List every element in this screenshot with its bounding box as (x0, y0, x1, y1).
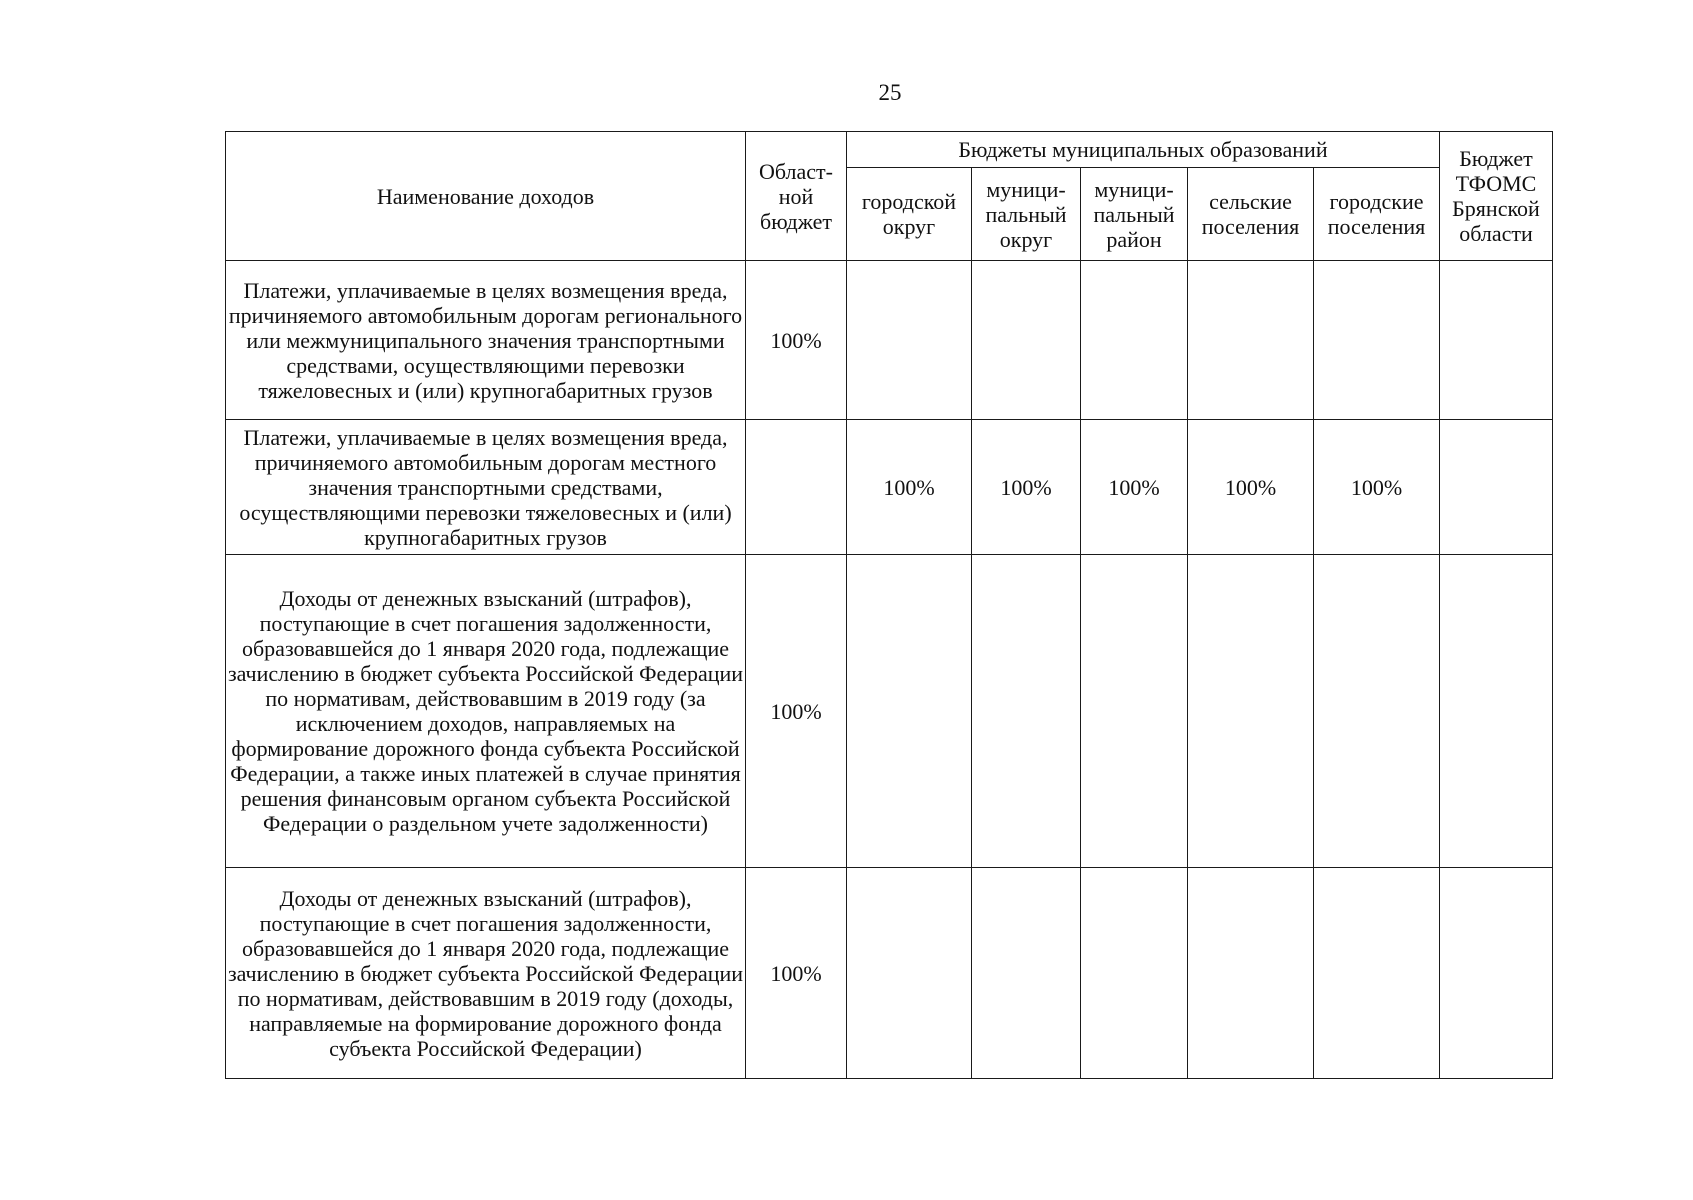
urban-settlements-cell (1314, 261, 1440, 420)
urban-settlements-cell (1314, 868, 1440, 1079)
municipal-okrug-cell (972, 868, 1081, 1079)
income-distribution-table (225, 131, 1553, 1079)
tfoms-budget-cell (1440, 261, 1553, 420)
income-name-cell: Доходы от денежных взысканий (штрафов), поступающие в счет погашения задолженности, образовавшейся до 1 января 2020 года, подлежащие зачислению в бюджет субъекта Российской Федерации по нормативам, действовавшим в 2019 году (доходы, направляемые на формирование дорожного фонда субъекта Российской Федерации) (226, 868, 746, 1079)
urban-settlements-cell: 100% (1314, 420, 1440, 555)
city-district-cell: 100% (847, 420, 972, 555)
table-row (226, 261, 1553, 420)
table-row (226, 555, 1553, 868)
header-income-name: Наименование доходов (226, 132, 746, 261)
municipal-okrug-cell: 100% (972, 420, 1081, 555)
regional-budget-cell: 100% (746, 261, 847, 420)
header-tfoms-budget: Бюджет ТФОМС Брянской области (1440, 132, 1553, 261)
municipal-raion-cell (1081, 555, 1188, 868)
header-municipal-raion: муници- пальный район (1081, 168, 1188, 261)
regional-budget-cell (746, 420, 847, 555)
rural-settlements-cell (1188, 555, 1314, 868)
regional-budget-cell: 100% (746, 868, 847, 1079)
table-row (226, 868, 1553, 1079)
municipal-okrug-cell (972, 555, 1081, 868)
tfoms-budget-cell (1440, 420, 1553, 555)
rural-settlements-cell: 100% (1188, 420, 1314, 555)
municipal-raion-cell (1081, 261, 1188, 420)
municipal-okrug-cell (972, 261, 1081, 420)
income-name-cell: Платежи, уплачиваемые в целях возмещения вреда, причиняемого автомобильным дорогам регионального или межмуниципального значения транспортными средствами, осуществляющими перевозки тяжеловесных и (или) крупногабаритных грузов (226, 261, 746, 420)
municipal-raion-cell (1081, 868, 1188, 1079)
city-district-cell (847, 555, 972, 868)
header-city-district: городской округ (847, 168, 972, 261)
regional-budget-cell: 100% (746, 555, 847, 868)
header-regional-budget: Област- ной бюджет (746, 132, 847, 261)
header-rural-settlements: сельские поселения (1188, 168, 1314, 261)
city-district-cell (847, 868, 972, 1079)
city-district-cell (847, 261, 972, 420)
income-name-cell: Платежи, уплачиваемые в целях возмещения вреда, причиняемого автомобильным дорогам местного значения транспортными средствами, осуществляющими перевозки тяжеловесных и (или) крупногабаритных грузов (226, 420, 746, 555)
rural-settlements-cell (1188, 261, 1314, 420)
header-urban-settlements: городские поселения (1314, 168, 1440, 261)
page-number: 25 (878, 80, 902, 105)
tfoms-budget-cell (1440, 555, 1553, 868)
income-name-cell: Доходы от денежных взысканий (штрафов), поступающие в счет погашения задолженности, образовавшейся до 1 января 2020 года, подлежащие зачислению в бюджет субъекта Российской Федерации по нормативам, действовавшим в 2019 году (за исключением доходов, направляемых на формирование дорожного фонда субъекта Российской Федерации, а также иных платежей в случае принятия решения финансовым органом субъекта Российской Федерации о раздельном учете задолженности) (226, 555, 746, 868)
tfoms-budget-cell (1440, 868, 1553, 1079)
municipal-raion-cell: 100% (1081, 420, 1188, 555)
header-municipal-group: Бюджеты муниципальных образований (847, 132, 1440, 168)
table-row (226, 420, 1553, 555)
rural-settlements-cell (1188, 868, 1314, 1079)
urban-settlements-cell (1314, 555, 1440, 868)
header-municipal-okrug: муници- пальный округ (972, 168, 1081, 261)
